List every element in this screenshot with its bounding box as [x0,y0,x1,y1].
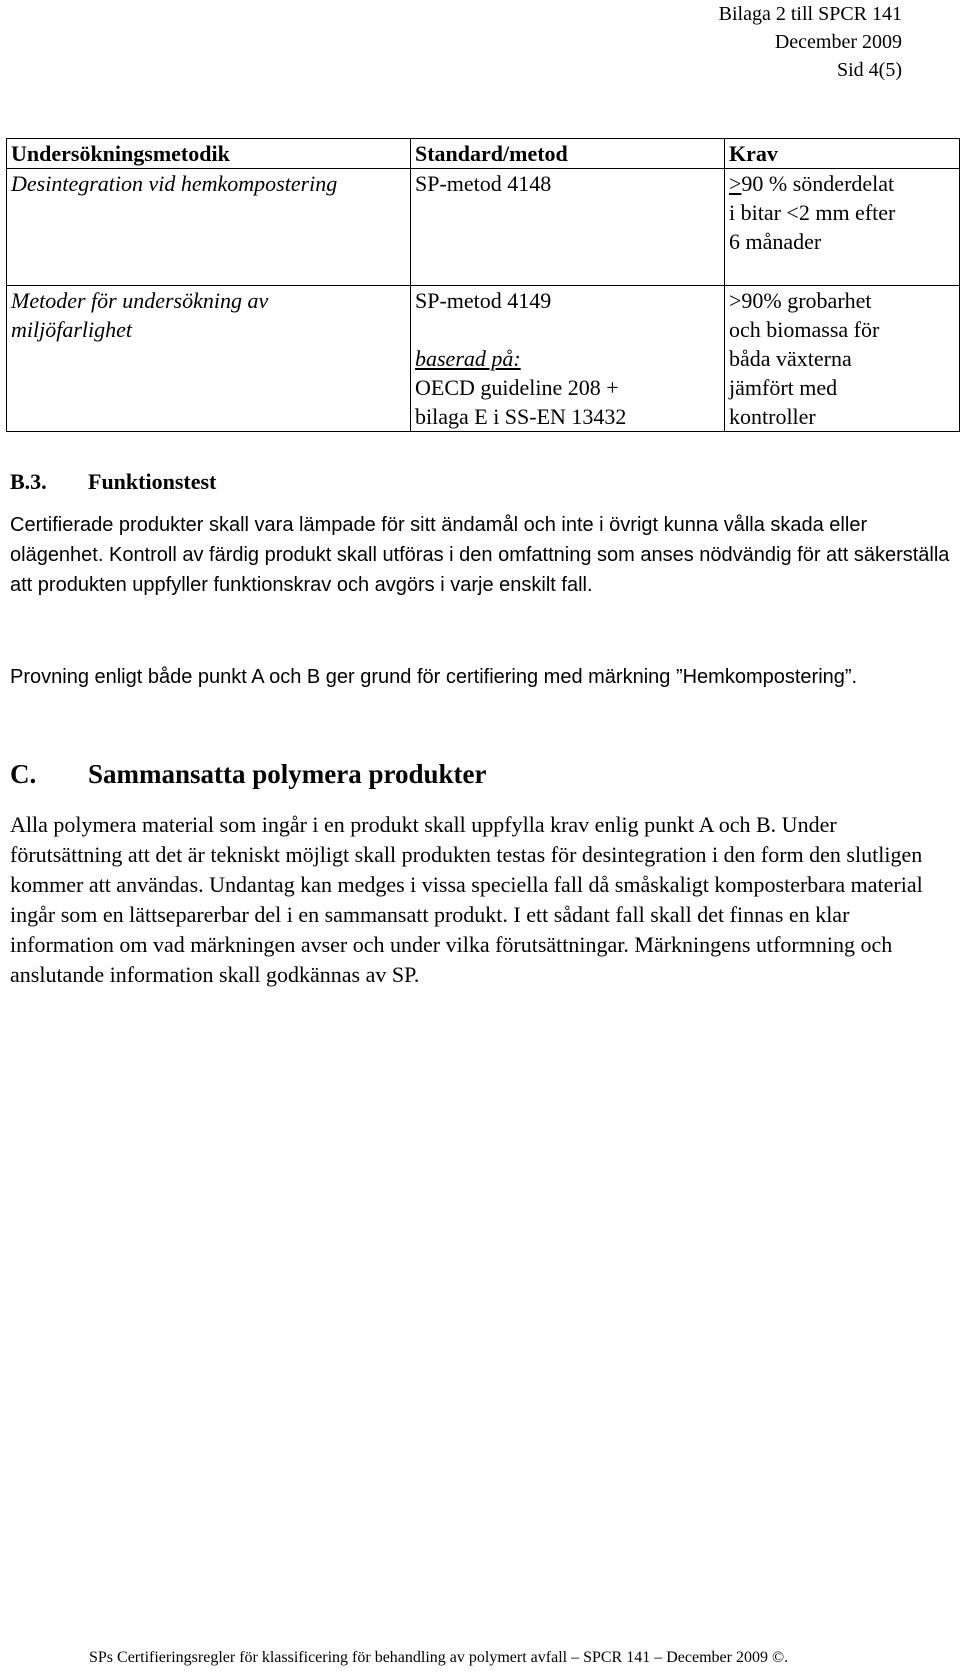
cell-text: SP-metod 4148 [415,171,552,196]
cell-text: baserad på: [415,346,521,371]
section-number: C. [10,759,37,789]
cell-standard [411,286,725,432]
table-header-row [7,139,960,169]
cell-text: 6 månader [729,229,822,254]
paragraph-function-test: Certifierade produkter skall vara lämpade för sitt ändamål och inte i övrigt kunna vålla skada eller olägenhet. Kontroll av färdig produkt skall utföras i den omfattning som anses nödvändig för att säkerställa att produkten uppfyller funktionskrav och avgörs i varje enskilt fall. [10,514,950,596]
cell-standard [411,169,725,286]
cell-text: Desintegration vid hemkompostering [11,171,338,196]
requirements-table [6,138,960,432]
header-date: December 2009 [774,31,902,53]
cell-text: i bitar <2 mm efter [729,200,896,225]
cell-text: >90% grobarhet [729,288,872,313]
header-document-ref: Bilaga 2 till SPCR 141 [718,3,902,25]
cell-method [7,169,411,286]
paragraph-composite-products: Alla polymera material som ingår i en produkt skall uppfylla krav enlig punkt A och B. Under förutsättning att det är tekniskt möjligt skall produkten testas för desintegration i den form den slutligen kommer att användas. Undantag kan medges i vissa speciella fall då småskaligt komposterbara material ingår som en lättseparerbar del i en sammansatt produkt. I ett sådant fall skall det finnas en klar information om vad märkningen avser och under vilka förutsättningar. Märkningens utformning och anslutande information skall godkännas av SP. [10,812,923,987]
cell-text: jämfört med [729,375,838,400]
table-header-requirement: Krav [725,139,960,169]
cell-requirement [725,286,960,432]
paragraph-certification: Provning enligt både punkt A och B ger grund för certifiering med märkning ”Hemkompostering”. [10,666,858,688]
section-title: Funktionstest [88,469,217,494]
table-header-standard: Standard/metod [411,139,725,169]
page-header [719,0,902,84]
cell-text: och biomassa för [729,317,880,342]
cell-text: kontroller [729,404,816,429]
cell-requirement [725,169,960,286]
page-footer: SPs Certifieringsregler för klassificering för behandling av polymert avfall – SPCR 141 – December 2009 ©. [89,1649,789,1666]
section-title: Sammansatta polymera produkter [88,759,487,789]
section-heading-b3 [10,469,216,495]
greater-equal-symbol: > [729,171,742,196]
cell-method [7,286,411,432]
section-number: B.3. [10,469,47,494]
section-heading-c [10,759,487,790]
cell-text: miljöfarlighet [11,317,132,342]
table-row [7,169,960,286]
cell-text: båda växterna [729,346,852,371]
table-header-method: Undersökningsmetodik [7,139,411,169]
cell-text: >90 % sönderdelat [729,171,895,196]
cell-spacer [415,315,720,344]
cell-text: OECD guideline 208 + [415,375,619,400]
table-row [7,286,960,432]
header-page-number: Sid 4(5) [837,59,902,81]
cell-text: SP-metod 4149 [415,288,552,313]
cell-spacer [729,256,955,285]
cell-text: Metoder för undersökning av [11,288,269,313]
cell-text: bilaga E i SS-EN 13432 [415,404,627,429]
